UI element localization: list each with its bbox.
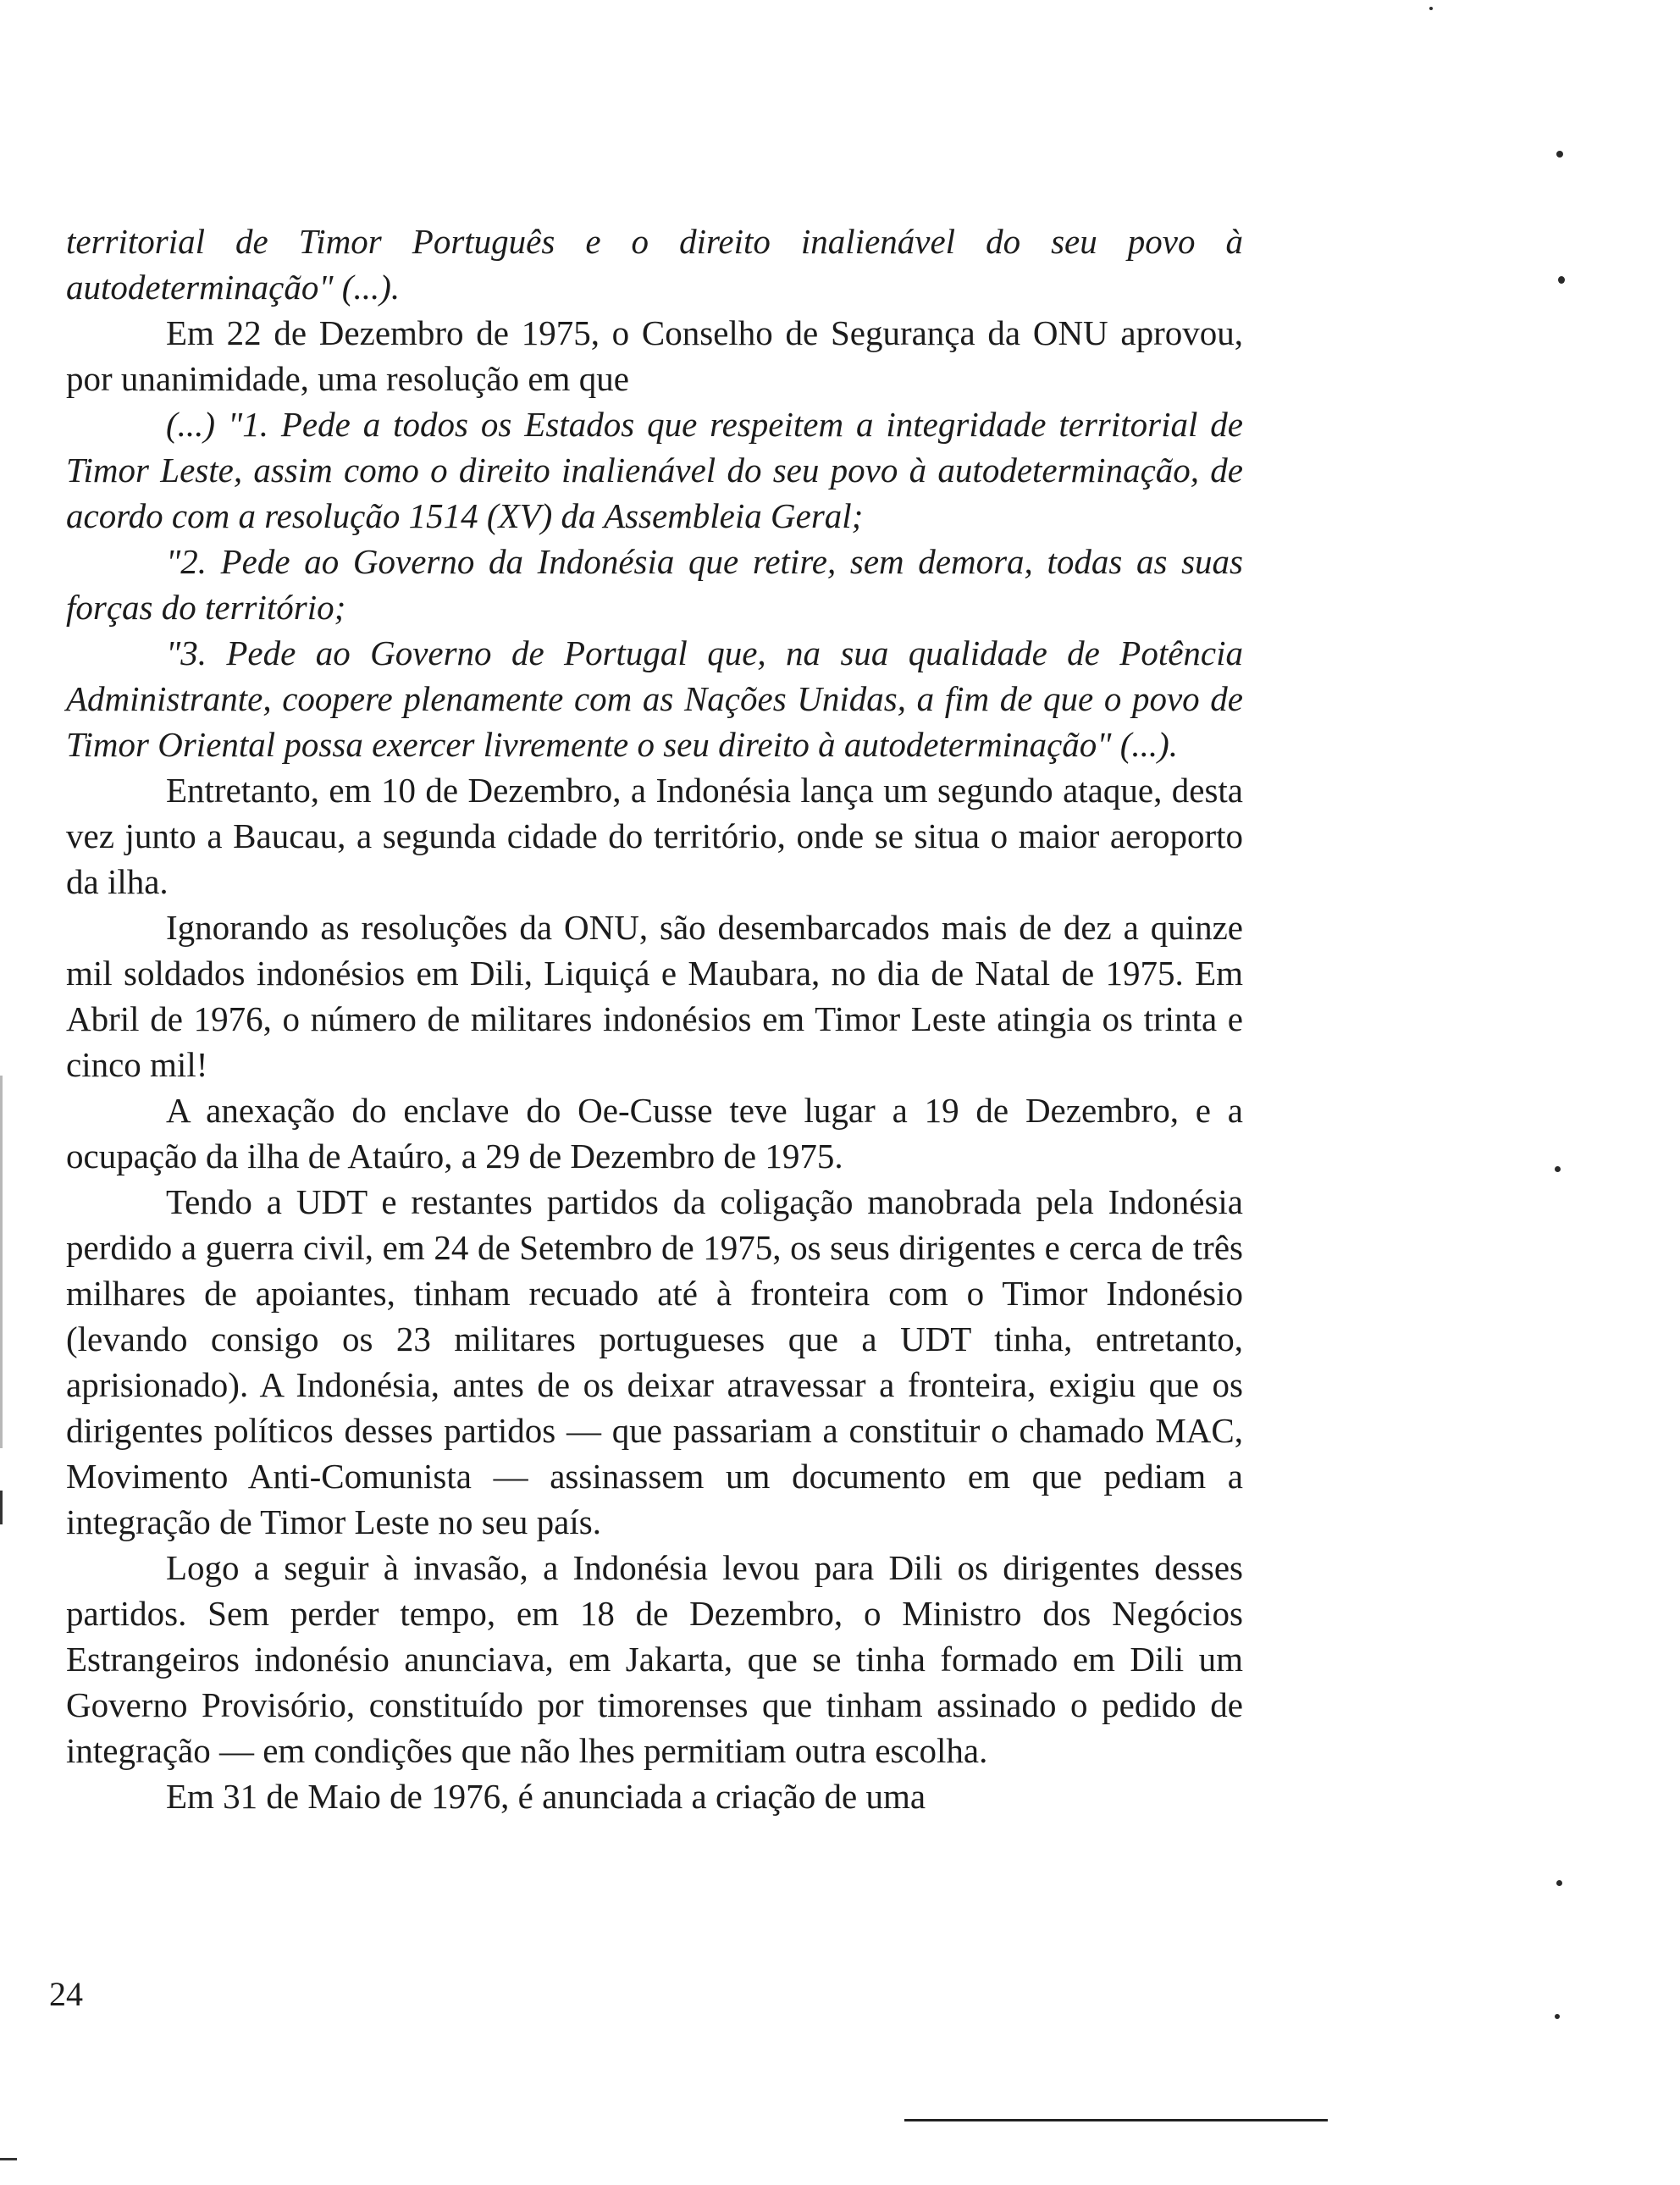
paragraph-resolution-point-1: (...) "1. Pede a todos os Estados que respeitem a integridade territorial de Timor Leste, assim como o direito inalienável do seu povo à autodeterminação, de acordo com a resolução 1514 (XV) da Assembleia Geral; bbox=[66, 405, 1243, 535]
body-text bbox=[66, 218, 1243, 1819]
paragraph-baucau-attack: Entretanto, em 10 de Dezembro, a Indonésia lança um segundo ataque, desta vez junto a Baucau, a segunda cidade do território, onde se situa o maior aeroporto da ilha. bbox=[66, 771, 1243, 901]
scan-speck bbox=[1555, 2014, 1560, 2019]
footer-rule bbox=[904, 2119, 1328, 2121]
paragraph-oecusse-atauro: A anexação do enclave do Oe-Cusse teve lugar a 19 de Dezembro, e a ocupação da ilha de Ataúro, a 29 de Dezembro de 1975. bbox=[66, 1091, 1243, 1175]
scan-edge-mark bbox=[0, 1491, 3, 1524]
scan-speck bbox=[1558, 276, 1565, 284]
scan-speck bbox=[1555, 1166, 1561, 1172]
scan-speck bbox=[1556, 151, 1563, 158]
scan-speck bbox=[1556, 1880, 1562, 1886]
paragraph-udt-coalition: Tendo a UDT e restantes partidos da coligação manobrada pela Indonésia perdido a guerra civil, em 24 de Setembro de 1975, os seus dirigentes e cerca de três milhares de apoiantes, tinham recuado até à fronteira com o Timor Indonésio (levando consigo os 23 militares portugueses que a UDT tinha, entretanto, aprisionado). A Indonésia, antes de os deixar atravessar a fronteira, exigiu que os dirigentes políticos desses partidos — que passariam a constituir o chamado MAC, Movimento Anti-Comunista — assinassem um documento em que pediam a integração de Timor Leste no seu país. bbox=[66, 1182, 1243, 1541]
paragraph-resolution-point-2: "2. Pede ao Governo da Indonésia que retire, sem demora, todas as suas forças do território; bbox=[66, 542, 1243, 627]
paragraph-provisional-government: Logo a seguir à invasão, a Indonésia levou para Dili os dirigentes desses partidos. Sem perder tempo, em 18 de Dezembro, o Ministro dos Negócios Estrangeiros indonésio anunciava, em Jakarta, que se tinha formado em Dili um Governo Provisório, constituído por timorenses que tinham assinado o pedido de integração — em condições que não lhes permitiam outra escolha. bbox=[66, 1548, 1243, 1770]
page-number: 24 bbox=[49, 1975, 83, 2013]
paragraph-troop-landing: Ignorando as resoluções da ONU, são desembarcados mais de dez a quinze mil soldados indonésios em Dili, Liquiçá e Maubara, no dia de Natal de 1975. Em Abril de 1976, o número de militares indonésios em Timor Leste atingia os trinta e cinco mil! bbox=[66, 908, 1243, 1084]
scan-edge-mark bbox=[0, 2158, 17, 2160]
scan-speck bbox=[1429, 7, 1433, 10]
paragraph-security-council: Em 22 de Dezembro de 1975, o Conselho de Segurança da ONU aprovou, por unanimidade, uma resolução em que bbox=[66, 313, 1243, 398]
paragraph-quote-continuation: territorial de Timor Português e o direito inalienável do seu povo à autodeterminação" (...). bbox=[66, 222, 1243, 307]
scan-edge-mark bbox=[0, 1076, 3, 1448]
paragraph-may-1976: Em 31 de Maio de 1976, é anunciada a criação de uma bbox=[166, 1777, 926, 1816]
paragraph-resolution-point-3: "3. Pede ao Governo de Portugal que, na sua qualidade de Potência Administrante, coopere plenamente com as Nações Unidas, a fim de que o povo de Timor Oriental possa exercer livremente o seu direito à autodeterminação" (...). bbox=[66, 633, 1243, 764]
